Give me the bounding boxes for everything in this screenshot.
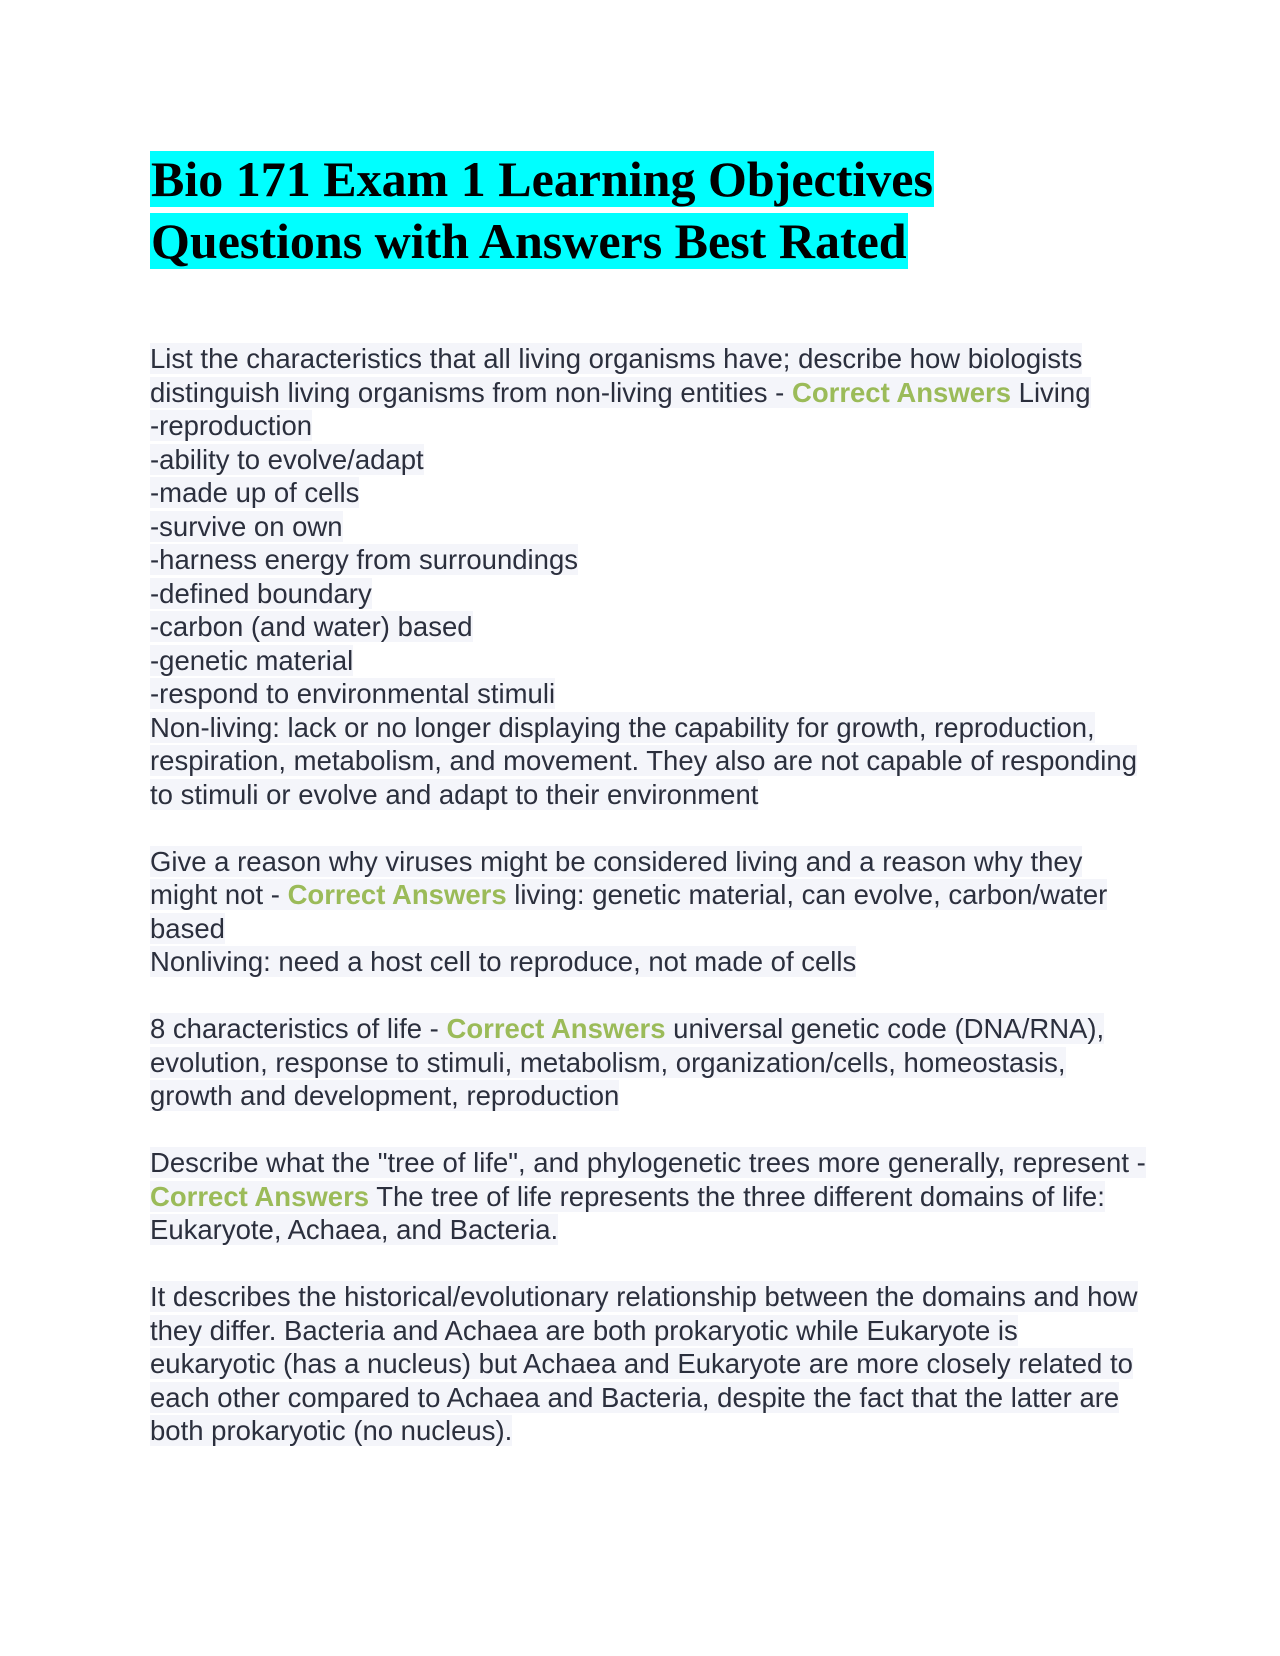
answer-text: universal genetic code (DNA/RNA), evolution, response to stimuli, metabolism, organization/cells, homeostasis, growth and development, reproduction [150,1013,1105,1111]
qa-item-3 [150,1012,1150,1113]
question-text: Give a reason why viruses might be considered living and a reason why they might not - [150,845,1083,910]
qa-item-4 [150,1146,1150,1247]
qa-item-2 [150,845,1150,979]
answer-line: -carbon (and water) based [150,611,473,642]
answer-line: -made up of cells [150,477,360,508]
answer-line: Nonliving: need a host cell to reproduce, not made of cells [150,946,857,977]
title-line-1: Bio 171 Exam 1 Learning Objectives [151,151,933,207]
question-text: List the characteristics that all living organisms have; describe how biologists distinguish living organisms from non-living entities - [150,343,1083,408]
question-text: Describe what the "tree of life", and phylogenetic trees more generally, represent - [150,1147,1146,1178]
question-text: 8 characteristics of life - [150,1013,447,1044]
paragraph-text: It describes the historical/evolutionary relationship between the domains and how they differ. Bacteria and Achaea are both prokaryotic while Eukaryote is eukaryotic (has a nucleus) but Achaea and Eukaryote are more closely related to each other compared to Achaea and Bacteria, despite the fact that the latter are both prokaryotic (no nucleus). [150,1281,1138,1446]
answer-text: living: genetic material, can evolve, carbon/water based [150,879,1108,944]
title-line-2: Questions with Answers Best Rated [151,213,907,269]
answer-text: The tree of life represents the three different domains of life: Eukaryote, Achaea, and Bacteria. [150,1180,1105,1245]
answer-line: -harness energy from surroundings [150,544,578,575]
correct-answers-label: Correct Answers [150,1180,370,1212]
document-body [150,342,1150,1448]
explanation-paragraph [150,1280,1150,1448]
correct-answers-label: Correct Answers [791,376,1012,408]
answer-line: -ability to evolve/adapt [150,443,424,475]
answer-line: -survive on own [150,510,343,542]
answer-line: -genetic material [150,644,354,676]
qa-item-1 [150,342,1150,811]
answer-line: -reproduction [150,410,313,441]
correct-answers-label: Correct Answers [287,879,507,910]
correct-answers-label: Correct Answers [446,1013,666,1044]
answer-line: Non-living: lack or no longer displaying the capability for growth, reproduction, respiration, metabolism, and movement. They also are not capable of responding to stimuli or evolve and adapt to their environment [150,711,1137,810]
answer-line: -respond to environmental stimuli [150,678,556,709]
answer-line: -defined boundary [150,577,372,609]
answer-text: Living [1011,376,1091,408]
document-page [150,148,1150,1481]
document-title [150,148,1150,272]
